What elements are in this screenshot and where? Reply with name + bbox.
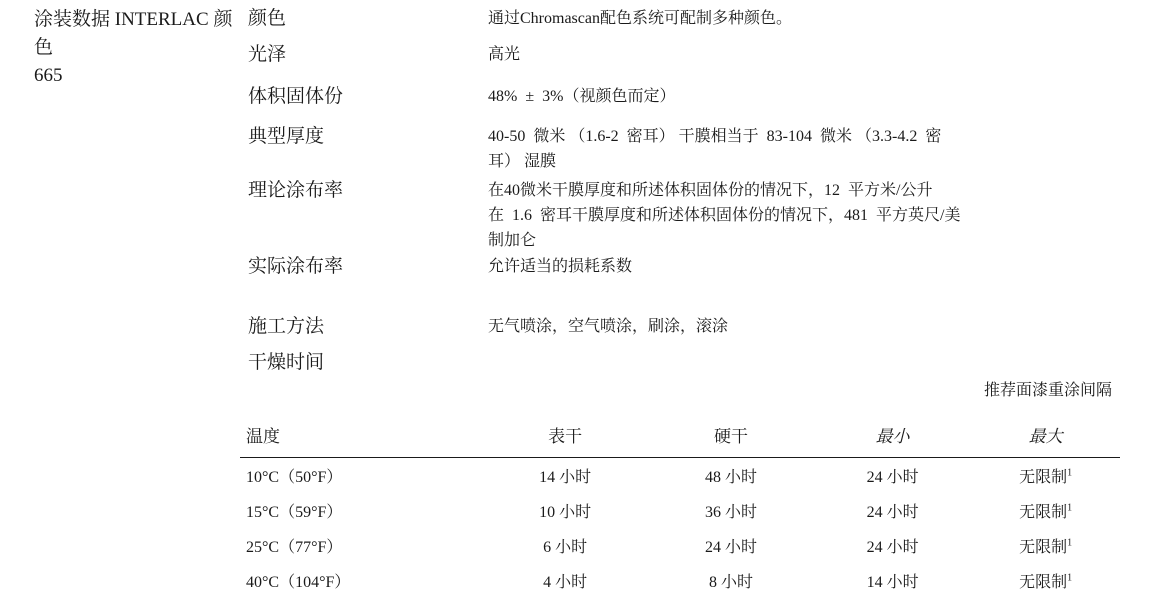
property-label: 理论涂布率 bbox=[248, 178, 478, 204]
cell-hard-dry: 36 小时 bbox=[648, 493, 814, 528]
property-label: 体积固体份 bbox=[248, 84, 478, 110]
cell-recoat-min: 14 小时 bbox=[814, 563, 971, 598]
cell-recoat-max bbox=[971, 528, 1120, 563]
property-value-line: 通过Chromascan配色系统可配制多种颜色。 bbox=[488, 6, 1148, 31]
property-value-line: 在 1.6 密耳干膜厚度和所述体积固体份的情况下，481 平方英尺/美 bbox=[488, 203, 1148, 228]
cell-recoat-max-text: 无限制 bbox=[1019, 469, 1067, 486]
cell-temperature: 40°C（104°F） bbox=[240, 563, 482, 598]
property-label: 颜色 bbox=[248, 6, 478, 32]
cell-touch-dry: 14 小时 bbox=[482, 458, 648, 494]
property-label: 干燥时间 bbox=[248, 350, 478, 376]
cell-recoat-max-text: 无限制 bbox=[1019, 539, 1067, 556]
cell-recoat-max bbox=[971, 563, 1120, 598]
property-value bbox=[488, 84, 1148, 109]
column-header-hard-dry: 硬干 bbox=[648, 418, 814, 458]
table-body bbox=[240, 458, 1120, 598]
property-value bbox=[488, 124, 1148, 174]
property-value bbox=[488, 314, 1148, 339]
cell-hard-dry: 24 小时 bbox=[648, 528, 814, 563]
cell-temperature: 15°C（59°F） bbox=[240, 493, 482, 528]
cell-recoat-max-text: 无限制 bbox=[1019, 574, 1067, 591]
cell-recoat-min: 24 小时 bbox=[814, 458, 971, 494]
property-value-line: 允许适当的损耗系数 bbox=[488, 254, 1148, 279]
property-label: 光泽 bbox=[248, 42, 478, 68]
table-row bbox=[240, 493, 1120, 528]
table-head bbox=[240, 418, 1120, 458]
property-value-line: 制加仑 bbox=[488, 228, 1148, 253]
footnote-marker: 1 bbox=[1067, 468, 1072, 479]
cell-temperature: 25°C（77°F） bbox=[240, 528, 482, 563]
property-value bbox=[488, 254, 1148, 279]
column-header-touch-dry: 表干 bbox=[482, 418, 648, 458]
cell-recoat-max-text: 无限制 bbox=[1019, 504, 1067, 521]
cell-hard-dry: 8 小时 bbox=[648, 563, 814, 598]
cell-touch-dry: 4 小时 bbox=[482, 563, 648, 598]
table-row bbox=[240, 528, 1120, 563]
footnote-marker: 1 bbox=[1067, 538, 1072, 549]
cell-recoat-max bbox=[971, 493, 1120, 528]
column-header-max: 最大 bbox=[971, 418, 1120, 458]
property-value-line: 无气喷涂，空气喷涂，刷涂，滚涂 bbox=[488, 314, 1148, 339]
property-label: 施工方法 bbox=[248, 314, 478, 340]
page-title-color-word: 颜色 bbox=[34, 9, 232, 58]
property-value-line: 40-50 微米 （1.6-2 密耳） 干膜相当于 83-104 微米 （3.3-4.2 密 bbox=[488, 124, 1148, 149]
page-title-line1: 涂装数据 INTERLAC bbox=[34, 9, 209, 30]
cell-temperature: 10°C（50°F） bbox=[240, 458, 482, 494]
recoat-interval-header: 推荐面漆重涂间隔 bbox=[984, 380, 1112, 402]
page-title bbox=[34, 6, 234, 90]
property-value bbox=[488, 42, 1148, 67]
page-title-line2: 665 bbox=[34, 62, 234, 90]
column-header-min: 最小 bbox=[814, 418, 971, 458]
cell-hard-dry: 48 小时 bbox=[648, 458, 814, 494]
table-row bbox=[240, 458, 1120, 494]
property-value bbox=[488, 178, 1148, 253]
property-label: 实际涂布率 bbox=[248, 254, 478, 280]
cell-recoat-max bbox=[971, 458, 1120, 494]
column-header-temperature: 温度 bbox=[240, 418, 482, 458]
footnote-marker: 1 bbox=[1067, 503, 1072, 514]
property-value-line: 高光 bbox=[488, 42, 1148, 67]
drying-time-table bbox=[240, 418, 1120, 598]
cell-recoat-min: 24 小时 bbox=[814, 493, 971, 528]
cell-touch-dry: 6 小时 bbox=[482, 528, 648, 563]
table-row bbox=[240, 563, 1120, 598]
cell-recoat-min: 24 小时 bbox=[814, 528, 971, 563]
property-label: 典型厚度 bbox=[248, 124, 478, 150]
cell-touch-dry: 10 小时 bbox=[482, 493, 648, 528]
footnote-marker: 1 bbox=[1067, 573, 1072, 584]
property-value bbox=[488, 6, 1148, 31]
table-header-row bbox=[240, 418, 1120, 458]
property-value-line: 在40微米干膜厚度和所述体积固体份的情况下，12 平方米/公升 bbox=[488, 178, 1148, 203]
property-value-line: 耳） 湿膜 bbox=[488, 149, 1148, 174]
property-value-line: 48% ± 3%（视颜色而定） bbox=[488, 84, 1148, 109]
